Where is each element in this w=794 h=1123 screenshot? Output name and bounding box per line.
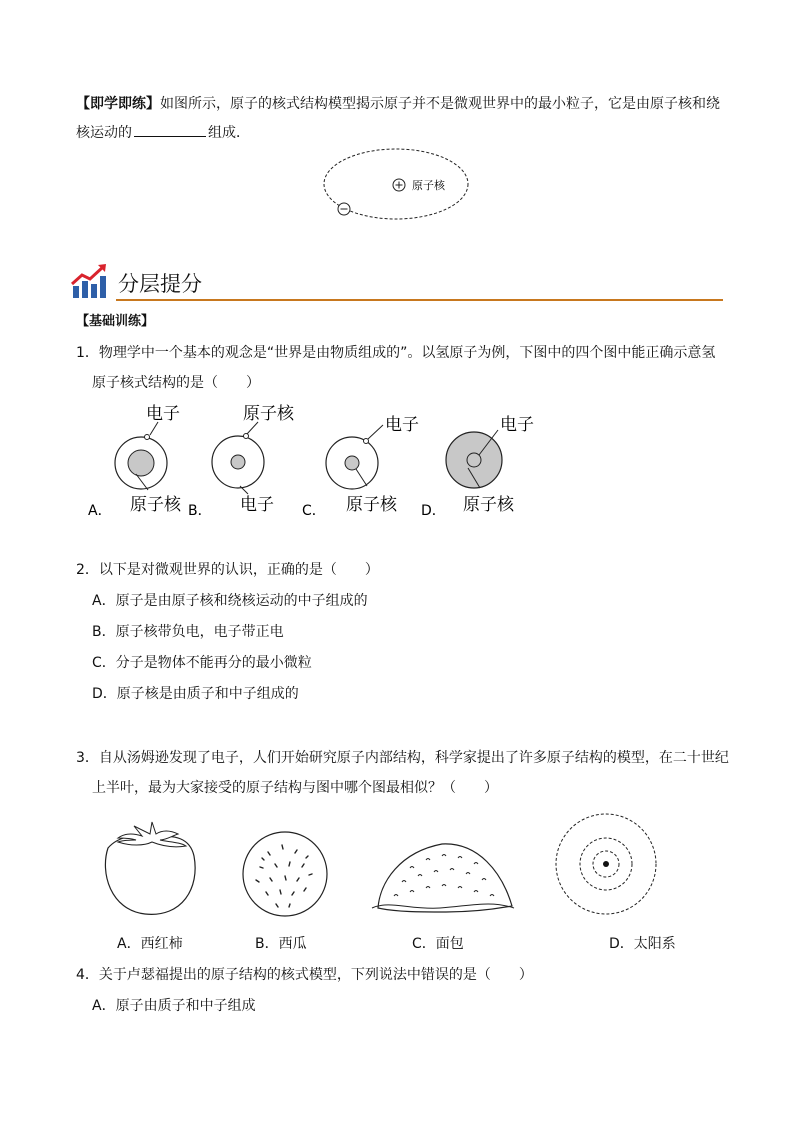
tomato-figure[interactable]	[105, 822, 195, 914]
basic-training-heading: 【基础训练】	[76, 314, 155, 329]
q1-a-bottom-label: 原子核	[130, 495, 181, 515]
answer-blank[interactable]	[134, 122, 206, 137]
q4-stem: 4．关于卢瑟福提出的原子结构的核式模型，下列说法中错误的是（ ）	[76, 967, 533, 983]
q1-d-bottom-label: 原子核	[463, 495, 514, 515]
practice-text-2a: 核运动的	[76, 125, 132, 141]
q2-stem: 2．以下是对微观世界的认识，正确的是（ ）	[76, 562, 379, 578]
practice-text-1: 如图所示，原子的核式结构模型揭示原子并不是微观世界中的最小粒子，它是由原子核和绕	[160, 96, 720, 112]
q1-a-top-label: 电子	[146, 404, 180, 424]
q1-d-top-label: 电子	[500, 415, 534, 435]
q1-figures	[80, 400, 550, 522]
q2-option-a[interactable]: A．原子是由原子核和绕核运动的中子组成的	[92, 593, 368, 609]
q1-figure-d[interactable]	[421, 415, 534, 519]
q1-b-letter: B．	[188, 503, 212, 519]
q3-caption-b: B．西瓜	[255, 936, 307, 952]
practice-line-2	[76, 122, 250, 143]
q1-figure-a[interactable]	[88, 404, 182, 519]
q1-a-letter: A．	[88, 503, 112, 519]
q1-line-2: 原子核式结构的是（ ）	[92, 375, 260, 391]
nucleus-label: 原子核	[412, 179, 445, 192]
chart-growth-icon	[70, 262, 110, 300]
watermelon-figure[interactable]	[243, 832, 327, 916]
q3-line-2: 上半叶，最为大家接受的原子结构与图中哪个图最相似？（ ）	[92, 780, 498, 796]
q1-line-1: 1．物理学中一个基本的观念是“世界是由物质组成的”。以氢原子为例，下图中的四个图中能正确示意氢	[76, 345, 716, 361]
practice-tag: 【即学即练】	[76, 96, 160, 112]
solar-system-figure[interactable]	[556, 814, 656, 914]
q3-caption-c: C．面包	[412, 936, 464, 952]
q2-option-d[interactable]: D．原子核是由质子和中子组成的	[92, 686, 299, 702]
q4-option-a[interactable]: A．原子由质子和中子组成	[92, 998, 256, 1014]
q1-c-bottom-label: 原子核	[346, 495, 397, 515]
q1-c-letter: C．	[302, 503, 326, 519]
q3-caption-d: D．太阳系	[609, 936, 676, 952]
q1-figure-b[interactable]	[188, 404, 295, 519]
section-divider	[116, 299, 723, 301]
q1-b-bottom-label: 电子	[240, 495, 274, 515]
bread-figure[interactable]	[372, 844, 514, 912]
practice-line-1	[76, 94, 720, 114]
atom-orbit-diagram	[320, 144, 472, 224]
q3-caption-a: A．西红柿	[117, 936, 183, 952]
practice-text-2b: 组成．	[208, 125, 250, 141]
section-title: 分层提分	[118, 272, 202, 296]
q3-line-1: 3．自从汤姆逊发现了电子，人们开始研究原子内部结构，科学家提出了许多原子结构的模型，在二十世纪	[76, 750, 729, 766]
q2-option-b[interactable]: B．原子核带负电，电子带正电	[92, 624, 284, 640]
q1-d-letter: D．	[421, 503, 446, 519]
q2-option-c[interactable]: C．分子是物体不能再分的最小微粒	[92, 655, 312, 671]
q1-figure-c[interactable]	[302, 415, 419, 519]
q1-b-top-label: 原子核	[243, 404, 294, 424]
q3-figures	[90, 812, 670, 922]
q1-c-top-label: 电子	[385, 415, 419, 435]
